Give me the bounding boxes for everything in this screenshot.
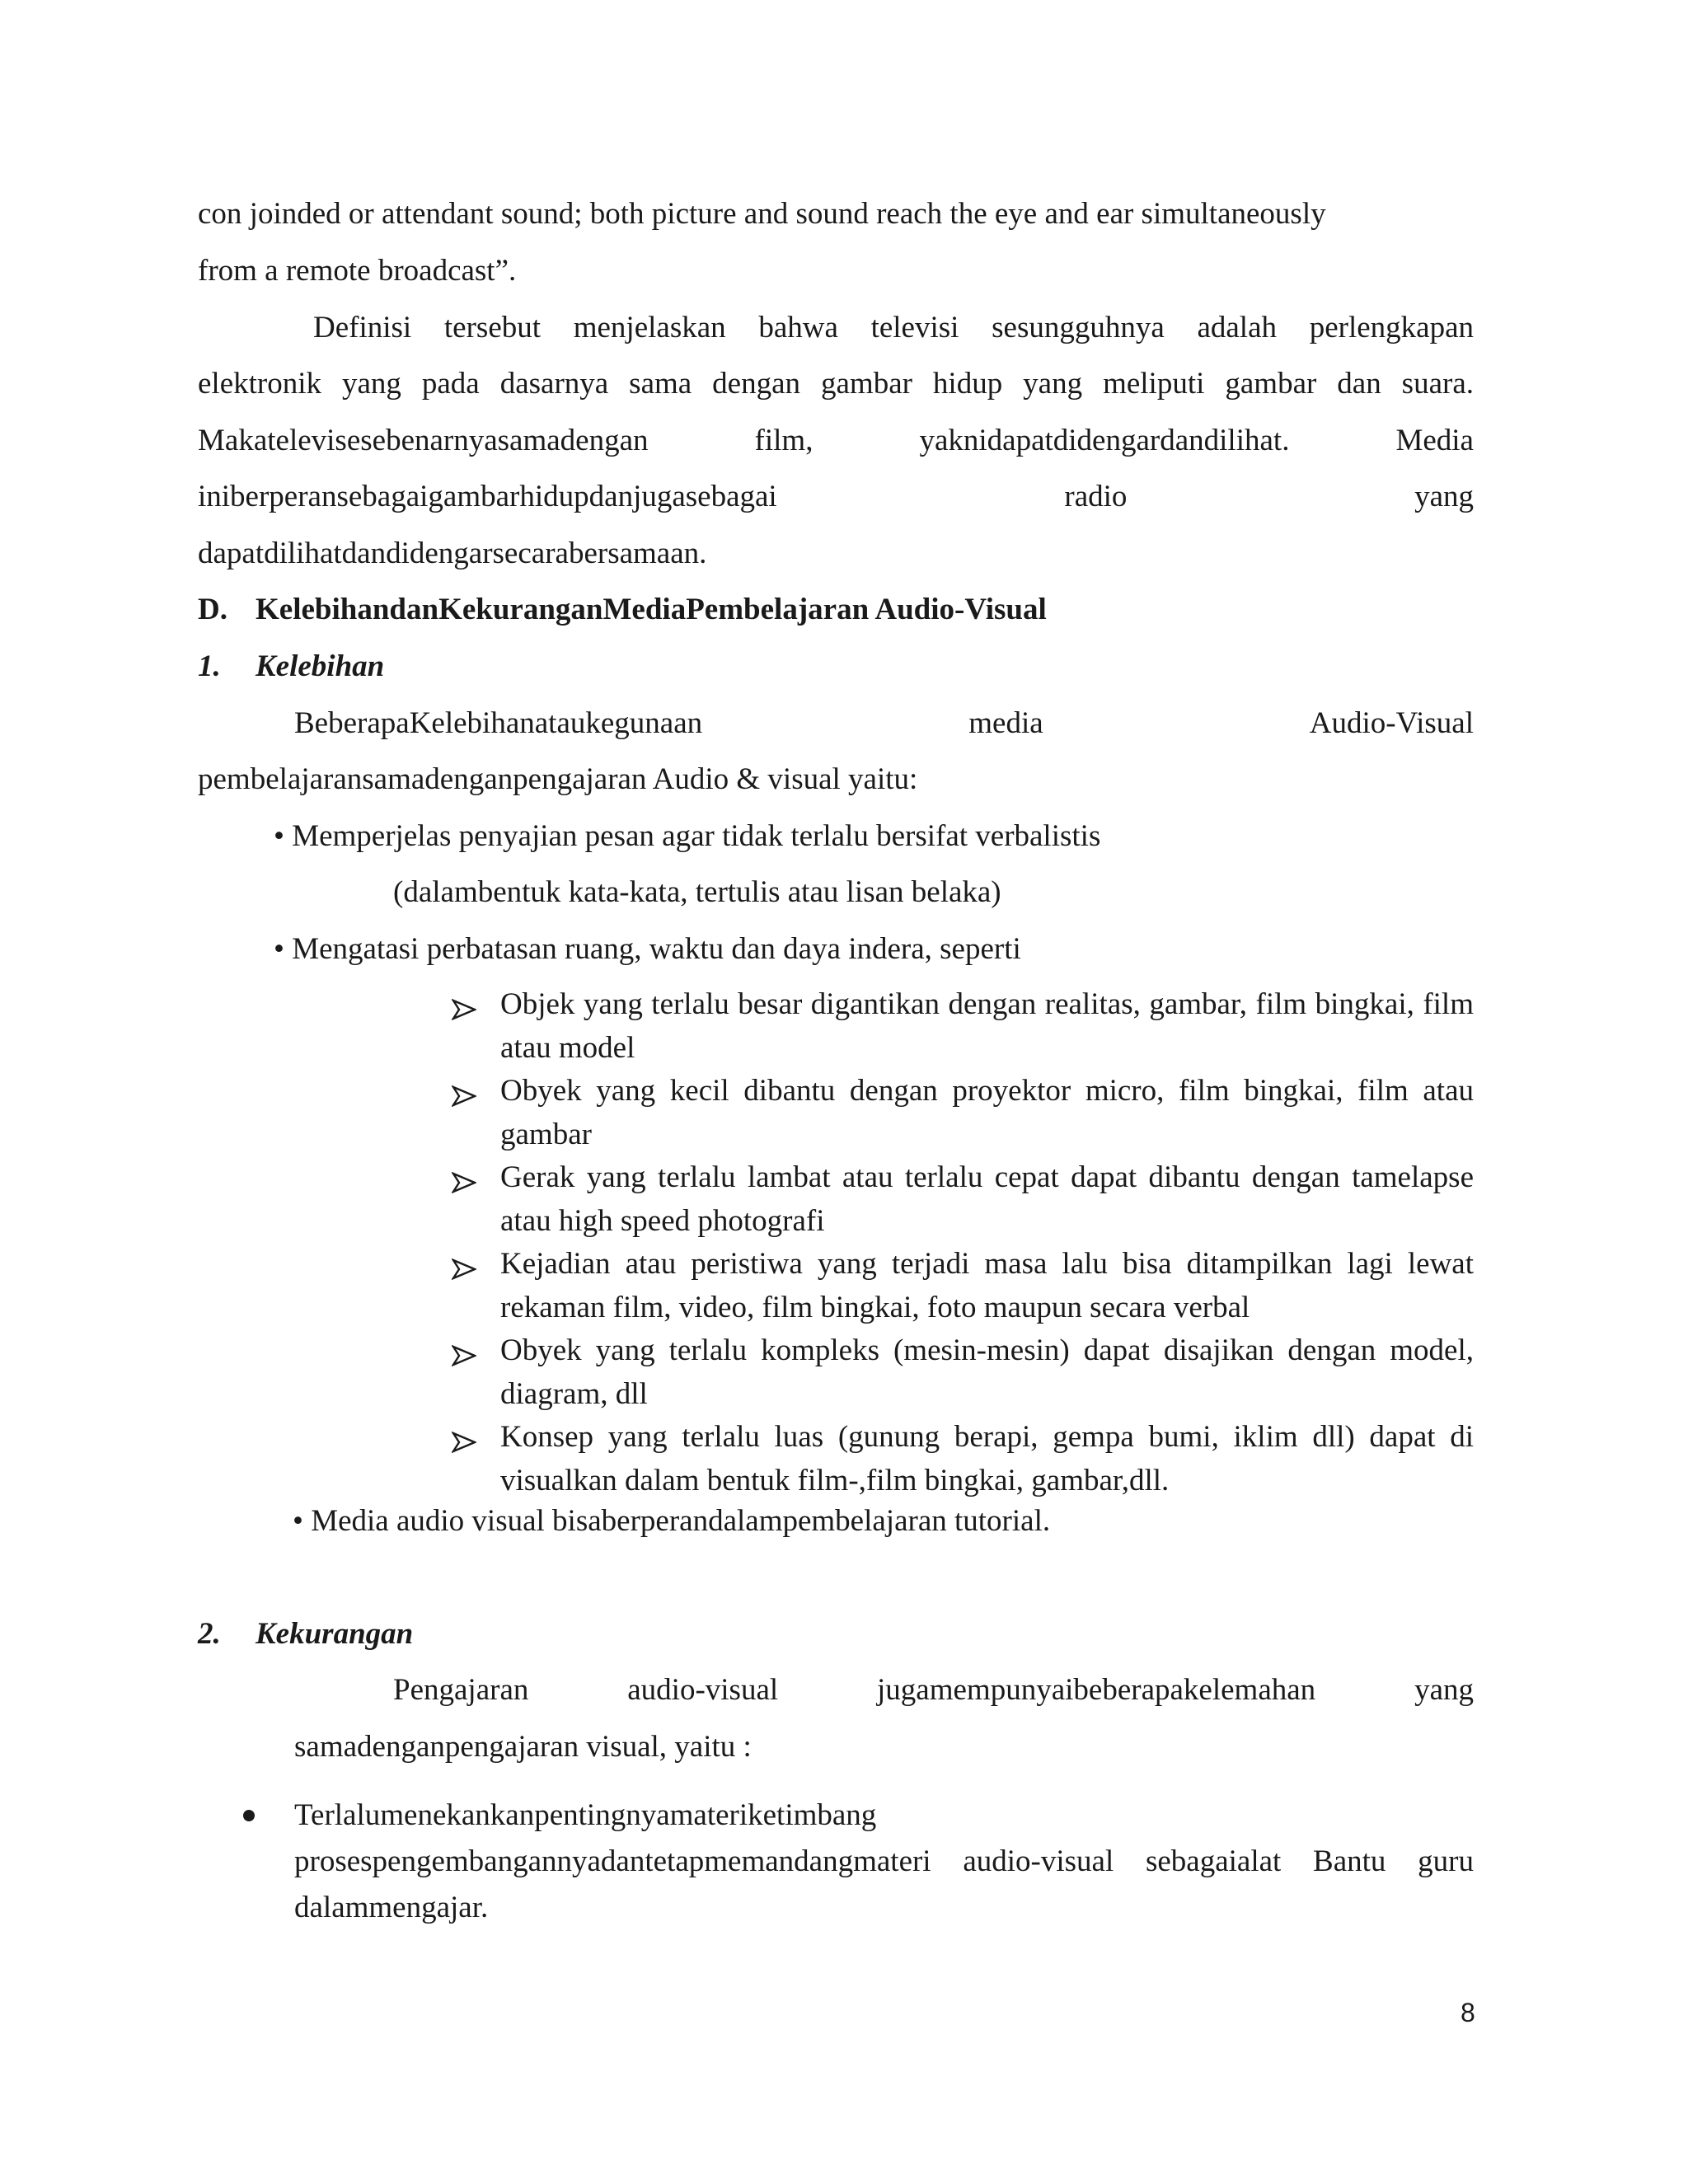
list-item-line: dalammengajar. bbox=[294, 1891, 489, 1924]
arrow-item: Kejadian atau peristiwa yang terjadi masa lalu bisa ditampilkan lagi lewat rekaman film, video, film bingkai, foto maupun secara verbal bbox=[500, 1247, 1474, 1324]
text-line: con joinded or attendant sound; both picture and sound reach the eye and ear simultaneously bbox=[198, 197, 1326, 231]
arrow-bullet-icon bbox=[452, 1162, 480, 1200]
word: Audio-Visual bbox=[1309, 706, 1474, 740]
kekurangan-intro-line-1 bbox=[393, 1671, 1474, 1709]
filled-circle-bullet-icon bbox=[243, 1810, 255, 1821]
word: radio bbox=[1064, 480, 1128, 513]
word: audio-visual bbox=[627, 1673, 779, 1707]
arrow-bullet-icon bbox=[452, 1249, 480, 1286]
kelebihan-intro-line-2: pembelajaransamadenganpengajaran Audio & visual yaitu: bbox=[198, 762, 918, 796]
kelebihan-intro-line-1 bbox=[294, 705, 1474, 743]
arrow-bullet-icon bbox=[452, 1422, 480, 1460]
list-item-line: Terlalumenekankanpentingnyamateriketimbang bbox=[294, 1798, 877, 1832]
subsection-heading: Kelebihan bbox=[256, 649, 385, 683]
definition-text: Definisi tersebut menjelaskan bahwa televisi sesungguhnya adalah perlengkapan bbox=[313, 311, 1474, 344]
word: Pengajaran bbox=[393, 1673, 529, 1707]
word: iniberperansebagaigambarhidupdanjugasebagai bbox=[198, 480, 777, 513]
arrow-bullet-icon bbox=[452, 1076, 480, 1113]
section-number: D. bbox=[198, 593, 227, 626]
word: jugamempunyaibeberapakelemahan bbox=[877, 1673, 1316, 1707]
arrow-item: Obyek yang terlalu kompleks (mesin-mesin) dapat disajikan dengan model, diagram, dll bbox=[500, 1333, 1474, 1411]
word: film, bbox=[754, 424, 814, 457]
word: yaknidapatdidengardandilihat. bbox=[919, 424, 1290, 457]
list-item-text: prosespengembangannyadantetapmemandangmateri audio-visual sebagaialat Bantu guru bbox=[294, 1844, 1474, 1878]
section-heading: KelebihandanKekuranganMediaPembelajaran Audio-Visual bbox=[256, 593, 1047, 626]
subsection-number: 2. bbox=[198, 1617, 221, 1651]
word: Media bbox=[1395, 424, 1474, 457]
arrow-bullet-icon bbox=[452, 989, 480, 1027]
page-number: 8 bbox=[1461, 1998, 1475, 2027]
bullet-item: • Media audio visual bisaberperandalampembelajaran tutorial. bbox=[293, 1504, 1051, 1538]
arrow-item: Konsep yang terlalu luas (gunung berapi, gempa bumi, iklim dll) dapat di visualkan dalam bentuk film-,film bingkai, gambar,dll. bbox=[500, 1420, 1474, 1497]
arrow-item: Obyek yang kecil dibantu dengan proyektor micro, film bingkai, film atau gambar bbox=[500, 1074, 1474, 1151]
definition-line-4 bbox=[198, 478, 1474, 516]
word: Makatelevisesebenarnyasamadengan bbox=[198, 424, 649, 457]
definition-line-5: dapatdilihatdandidengarsecarabersamaan. bbox=[198, 537, 707, 570]
arrow-item: Objek yang terlalu besar digantikan dengan realitas, gambar, film bingkai, film atau model bbox=[500, 987, 1474, 1065]
list-item-line bbox=[294, 1843, 1474, 1881]
definition-line-3 bbox=[198, 422, 1474, 460]
arrow-item: Gerak yang terlalu lambat atau terlalu cepat dapat dibantu dengan tamelapse atau high speed photografi bbox=[500, 1160, 1474, 1238]
bullet-subtext: (dalambentuk kata-kata, tertulis atau lisan belaka) bbox=[393, 875, 1001, 909]
definition-line-1 bbox=[313, 309, 1474, 347]
definition-line-2: elektronik yang pada dasarnya sama dengan gambar hidup yang meliputi gambar dan suara. bbox=[198, 367, 1474, 401]
kekurangan-intro-line-2: samadenganpengajaran visual, yaitu : bbox=[294, 1730, 752, 1764]
word: yang bbox=[1414, 480, 1474, 513]
bullet-item: • Mengatasi perbatasan ruang, waktu dan daya indera, seperti bbox=[274, 932, 1021, 966]
word: media bbox=[968, 706, 1043, 740]
word: yang bbox=[1414, 1673, 1474, 1707]
subsection-heading: Kekurangan bbox=[256, 1617, 414, 1651]
subsection-number: 1. bbox=[198, 649, 221, 683]
arrow-bullet-icon bbox=[452, 1335, 480, 1373]
bullet-item: • Memperjelas penyajian pesan agar tidak terlalu bersifat verbalistis bbox=[274, 819, 1101, 853]
text-line: from a remote broadcast”. bbox=[198, 254, 517, 288]
word: BeberapaKelebihanataukegunaan bbox=[294, 706, 703, 740]
